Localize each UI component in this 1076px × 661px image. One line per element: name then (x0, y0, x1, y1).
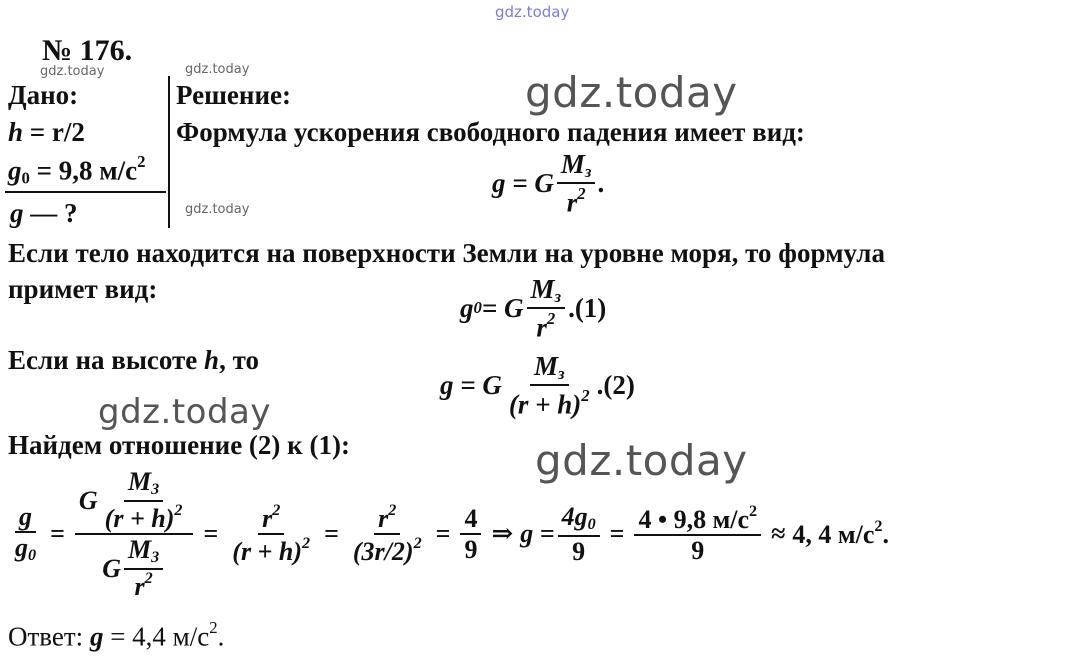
numerator: M (534, 351, 559, 381)
subscript: з (584, 162, 592, 182)
equals: = (324, 519, 339, 549)
superscript: 2 (174, 501, 183, 519)
watermark-small: gdz.today (185, 62, 250, 77)
const-G: G (78, 485, 98, 515)
fraction (634, 504, 761, 565)
var-g: g (89, 621, 104, 652)
watermark-large: gdz.today (525, 68, 738, 117)
answer (8, 618, 224, 653)
superscript: 2 (144, 570, 153, 588)
paragraph-2-line1: Если тело находится на поверхности Земли на уровне моря, то формула (8, 238, 885, 268)
subscript: 3 (151, 481, 160, 499)
formula-lhs: g = G (492, 167, 554, 198)
denominator: r (566, 187, 578, 218)
given-find-text: — ? (23, 198, 78, 228)
watermark-small: gdz.today (185, 202, 250, 217)
watermark-large: gdz.today (535, 436, 748, 485)
watermark-large: gdz.today (98, 392, 271, 432)
result (792, 518, 889, 550)
numerator: M (127, 467, 152, 496)
var-g: g (10, 198, 24, 228)
ratio-formula (8, 468, 889, 601)
fraction (124, 536, 163, 600)
watermark-small: gdz.today (40, 64, 105, 79)
superscript: 2 (546, 308, 556, 328)
var-h: h (8, 117, 24, 147)
superscript: 2 (577, 183, 586, 203)
denominator: 9 (572, 537, 586, 567)
fraction (228, 503, 314, 566)
paragraph-4: Найдем отношение (2) к (1): (8, 430, 350, 460)
implies-arrow: ⇒ (491, 519, 514, 549)
fraction (505, 352, 594, 419)
fraction (558, 503, 600, 565)
answer-label: Ответ: (8, 621, 90, 652)
subscript: 3 (151, 549, 160, 567)
numerator: 4 • 9,8 м/с (638, 505, 750, 535)
var-g: g (8, 155, 22, 186)
denominator: r (536, 312, 547, 343)
superscript: 2 (874, 518, 883, 536)
given-separator (168, 76, 170, 228)
formula-lhs: g = (520, 519, 555, 549)
subscript: з (558, 364, 565, 384)
formula-label: .(2) (596, 369, 635, 400)
paragraph-2-line2: примет вид: (8, 274, 158, 304)
given-g0-value: = 9,8 м/с (29, 155, 138, 186)
watermark-top: gdz.today (495, 3, 570, 21)
fraction-g-over-g0 (11, 503, 40, 565)
problem-number: № 176. (42, 34, 133, 67)
given-divider (5, 191, 166, 193)
denominator: (3r/2) (352, 537, 414, 567)
result-end: . (882, 520, 889, 550)
solution-heading: Решение: (176, 80, 291, 110)
numerator: 4 (464, 504, 478, 534)
fraction (101, 468, 187, 532)
answer-value: = 4,4 м/с (103, 621, 210, 652)
given-heading: Дано: (8, 80, 79, 110)
formula-label: .(1) (568, 292, 607, 323)
formula-end: . (598, 167, 606, 198)
formula-g (492, 150, 605, 217)
numerator: M (127, 535, 152, 565)
fraction (557, 150, 596, 217)
equals: = (435, 519, 451, 549)
superscript: 2 (388, 501, 397, 519)
paragraph-3 (8, 345, 259, 376)
numerator: 4g (561, 502, 588, 532)
denominator: 9 (464, 535, 478, 565)
formula-g0 (460, 275, 606, 342)
subscript: 0 (587, 516, 596, 534)
given-h-value: = r/2 (23, 117, 85, 147)
subscript: 0 (21, 168, 30, 188)
given-find (10, 198, 78, 229)
numerator: g (19, 502, 33, 532)
denominator: g (15, 533, 28, 563)
superscript: 2 (749, 502, 758, 520)
superscript: 2 (209, 618, 218, 637)
given-g0 (8, 152, 146, 189)
equals: = (609, 519, 625, 549)
denominator: (r + h) (508, 389, 582, 420)
result-value: 4, 4 м/с (792, 520, 875, 550)
denominator: (r + h) (104, 504, 175, 534)
equals: = (50, 519, 65, 549)
numerator: M (530, 274, 555, 304)
paragraph-3-text: Если на высоте (8, 345, 205, 375)
formula-lhs: g (460, 292, 474, 323)
superscript: 2 (272, 501, 281, 519)
formula-g-height (440, 352, 635, 419)
subscript: 0 (28, 547, 37, 565)
subscript: з (554, 287, 562, 307)
paragraph-3-end: , то (219, 345, 259, 375)
equals: = (203, 519, 219, 549)
superscript: 2 (302, 535, 311, 553)
fraction (527, 275, 566, 342)
formula-lhs: g = G (440, 369, 502, 400)
approx-sign: ≈ (771, 519, 786, 549)
denominator: (r + h) (232, 537, 302, 567)
equals: = G (481, 292, 524, 323)
answer-end: . (217, 621, 225, 652)
superscript: 2 (137, 152, 146, 171)
superscript: 2 (581, 385, 590, 405)
superscript: 2 (413, 535, 422, 553)
numerator: r (378, 504, 389, 534)
compound-fraction (75, 468, 194, 601)
const-G: G (102, 553, 121, 583)
numerator: M (560, 149, 585, 179)
subscript: 0 (473, 298, 482, 318)
denominator: 9 (691, 536, 705, 566)
given-h (8, 117, 85, 148)
fraction (460, 505, 481, 564)
numerator: r (262, 504, 273, 534)
denominator: r (134, 572, 145, 602)
solution-line1: Формула ускорения свободного падения имеет вид: (176, 117, 805, 147)
fraction (349, 503, 426, 566)
var-h: h (204, 345, 220, 375)
